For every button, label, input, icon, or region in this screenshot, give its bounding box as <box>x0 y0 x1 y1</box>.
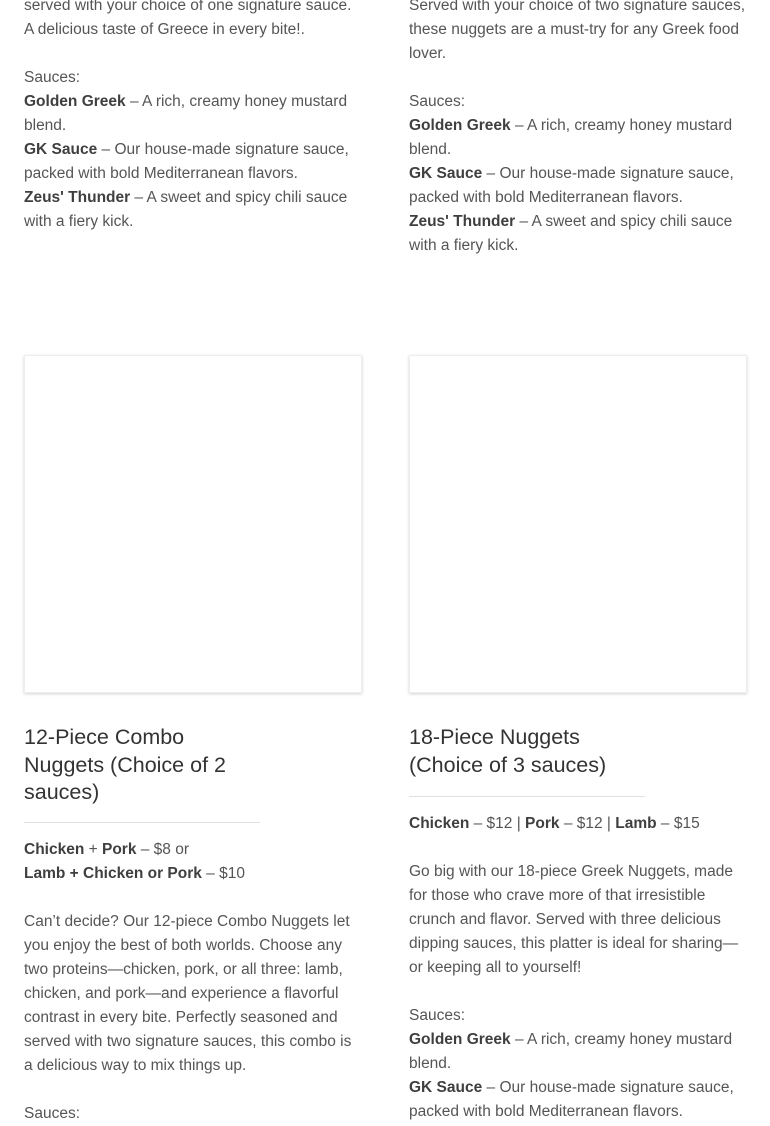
protein-name: Pork <box>525 815 560 832</box>
item-title-line: sauces) <box>24 780 100 804</box>
sauce-desc: – Our house-made signature sauce, packed with bold Mediterranean flavors. <box>409 1079 734 1120</box>
combo-nuggets-image-card <box>24 355 362 693</box>
price-value: – $10 <box>201 864 245 882</box>
sauce-desc: – Our house-made signature sauce, packed with bold Mediterranean flavors. <box>24 141 349 182</box>
sauce-name: GK Sauce <box>409 165 483 182</box>
sauce-desc: – A sweet and spicy chili sauce with a fiery kick. <box>24 189 348 230</box>
item-title-line: 12-Piece Combo <box>24 725 185 749</box>
protein-name: Lamb <box>615 815 657 832</box>
price-line <box>24 862 362 886</box>
sauce-golden-greek <box>24 90 362 138</box>
sauce-gk <box>409 162 747 210</box>
price-value: – $12 | <box>559 815 616 832</box>
item-description: Go big with our 18-piece Greek Nuggets, made for those who crave more of that irresistible crunch and flavor. Served with three delicious dipping sauces, this platter is ideal for sharing—or keeping all to yourself! <box>409 863 739 976</box>
price-line <box>409 812 747 836</box>
sauce-desc: – A rich, creamy honey mustard blend. <box>409 117 733 158</box>
sauce-name: Zeus' Thunder <box>24 189 131 206</box>
plus-sign: + <box>84 840 102 858</box>
top-right-section <box>409 0 747 258</box>
item-intro-text: served with your choice of one signature sauce. A delicious taste of Greece in every bite!. <box>24 0 352 38</box>
protein-name: Pork <box>101 840 137 858</box>
sauces-label: Sauces: <box>24 69 81 86</box>
sauce-name: GK Sauce <box>409 1079 483 1096</box>
item-title-line: 18-Piece Nuggets <box>409 725 580 749</box>
sauce-name: Golden Greek <box>24 93 126 110</box>
item-title <box>409 724 747 779</box>
combo-nuggets-item <box>24 724 362 1126</box>
price-value: – $8 or <box>136 840 190 858</box>
sauces-label: Sauces: <box>409 93 466 110</box>
sauces-label: Sauces: <box>409 1007 466 1024</box>
top-left-section <box>24 0 362 234</box>
item-title-line: Nuggets (Choice of 2 <box>24 752 226 777</box>
item-description: Can’t decide? Our 12-piece Combo Nuggets let you enjoy the best of both worlds. Choose any two proteins—chicken, pork, or all three: lamb, chicken, and pork—and experience a flavorful contrast in every bite. Perfectly seasoned and served with two signature sauces, this combo is a delicious way to mix things up. <box>24 912 352 1074</box>
sauce-name: Golden Greek <box>409 1031 511 1048</box>
item-title-line: (Choice of 3 sauces) <box>409 752 607 777</box>
sauces-label: Sauces: <box>24 1104 81 1122</box>
protein-name: Lamb + Chicken or Pork <box>24 864 202 882</box>
title-divider <box>409 796 645 797</box>
18-piece-nuggets-image-card <box>409 355 747 693</box>
sauce-name: Zeus' Thunder <box>409 213 516 230</box>
price-value: – $12 | <box>469 815 526 832</box>
sauce-desc: – Our house-made signature sauce, packed with bold Mediterranean flavors. <box>409 165 734 206</box>
sauce-desc: – A rich, creamy honey mustard blend. <box>409 1031 733 1072</box>
sauce-zeus-thunder <box>24 186 362 234</box>
sauce-gk <box>409 1076 747 1124</box>
sauce-zeus-thunder <box>409 210 747 258</box>
protein-name: Chicken <box>24 840 85 858</box>
sauce-desc: – A sweet and spicy chili sauce with a fiery kick. <box>409 213 733 254</box>
price-value: – $15 <box>656 815 700 832</box>
sauce-name: Golden Greek <box>409 117 511 134</box>
item-title <box>24 724 362 807</box>
price-line <box>24 838 362 862</box>
sauce-golden-greek <box>409 114 747 162</box>
item-intro-text: Served with your choice of two signature sauces, these nuggets are a must-try for any Greek food lover. <box>409 0 746 62</box>
sauce-gk <box>24 138 362 186</box>
protein-name: Chicken <box>409 815 470 832</box>
sauce-name: GK Sauce <box>24 141 98 158</box>
title-divider <box>24 822 260 823</box>
18-piece-nuggets-item <box>409 724 747 1124</box>
sauce-golden-greek <box>409 1028 747 1076</box>
sauce-desc: – A rich, creamy honey mustard blend. <box>24 93 348 134</box>
